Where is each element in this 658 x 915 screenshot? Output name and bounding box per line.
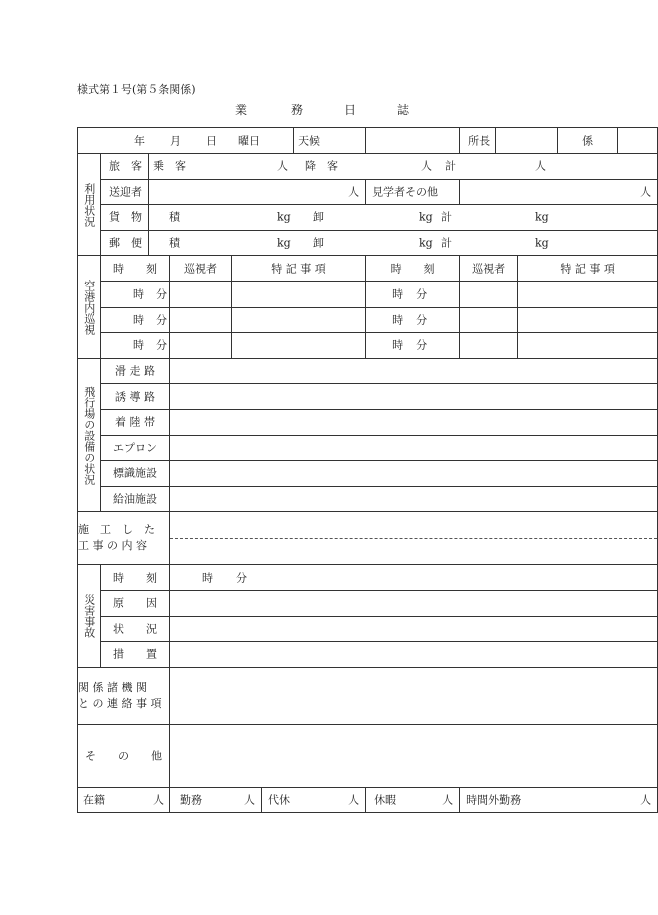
facility-label: 誘 導 路 [115,390,155,404]
minute-label: 分 [156,338,167,352]
business-log-form [77,127,658,813]
disaster-section-label: 災害事故 [82,594,96,638]
vacation-label: 休暇 [374,793,397,807]
year-label: 年 [134,134,145,147]
patrol-time-header-2 [366,256,460,282]
mail-weights[interactable] [149,230,658,256]
disaster-time-input[interactable] [170,565,658,591]
patrol-inspector-input[interactable] [170,281,232,307]
facility-label-cell [101,486,170,512]
weather-label: 天候 [298,134,321,147]
hour-label: 時 [133,313,144,327]
alighting-unit: 人 [421,159,432,173]
cargo-total-label: 計 [441,210,452,224]
patrol-time-input-2[interactable] [366,333,460,359]
day-label: 日 [206,134,217,147]
director-seal[interactable] [496,128,558,154]
disaster-cause-label: 原 因 [113,596,157,610]
total-label: 計 [445,159,456,173]
patrol-inspector-input-2[interactable] [460,307,518,333]
overtime-unit: 人 [640,793,652,807]
form-label: 様式第１号(第５条関係) [77,83,196,96]
disaster-time-label-cell [101,565,170,591]
facility-section-header [78,358,101,512]
on-duty-unit: 人 [244,793,255,807]
overtime-label: 時間外勤務 [466,793,522,807]
facility-status-input[interactable] [170,435,658,461]
patrol-time-header-label: 時 刻 [390,262,435,276]
minute-label: 分 [416,287,428,301]
patrol-notes-input[interactable] [232,333,366,359]
comp-leave-unit: 人 [348,793,360,807]
patrol-notes-input[interactable] [232,307,366,333]
disaster-status-label: 状 況 [113,622,157,636]
vacation-unit: 人 [442,793,454,807]
disaster-measures-label: 措 置 [113,647,157,661]
liaison-content-input[interactable] [170,667,658,724]
patrol-notes-header-label: 特 記 事 項 [560,262,615,276]
cargo-total-unit: kg [535,210,549,224]
passenger-label-cell [101,154,149,180]
cargo-unload-unit: kg [419,210,433,224]
disaster-section-header [78,565,101,667]
enrolled-unit: 人 [153,793,164,807]
mail-total-unit: kg [535,236,549,250]
liaison-label-line1: 関 係 諸 機 関 [78,680,147,694]
patrol-inspector-header-2 [460,256,518,282]
facility-status-input[interactable] [170,486,658,512]
staff-label-cell [558,128,618,154]
patrol-inspector-input[interactable] [170,307,232,333]
other-content-input[interactable] [170,724,658,787]
disaster-label-cell [101,642,170,668]
on-duty-label: 勤務 [180,793,202,807]
date-cell[interactable] [78,128,294,154]
hour-label: 時 [392,313,404,327]
cargo-load-label: 積 [169,210,180,224]
patrol-notes-input-2[interactable] [518,307,658,333]
patrol-time-input[interactable] [101,281,170,307]
disaster-cause-input[interactable] [170,590,658,616]
minute-label: 分 [236,571,247,585]
facility-label: 着 陸 帯 [115,415,155,429]
cargo-label-cell [101,205,149,231]
vacation-count[interactable] [366,787,460,813]
greeter-unit: 人 [348,185,360,199]
weekday-label: 曜日 [238,134,260,147]
construction-label-line1: 施 工 し た [78,523,155,537]
comp-leave-label: 代休 [268,793,290,807]
facility-section-label: 飛行場の設備の状況 [82,385,96,485]
facility-status-input[interactable] [170,409,658,435]
hour-label: 時 [133,338,144,352]
minute-label: 分 [416,313,428,327]
disaster-measures-input[interactable] [170,642,658,668]
construction-content-input[interactable] [170,512,658,565]
boarding-label: 乗 客 [153,159,186,173]
facility-label-cell [101,384,170,410]
construction-label-cell [78,512,170,565]
minute-label: 分 [416,338,428,352]
mail-label: 郵 便 [109,236,142,250]
enrolled-label: 在籍 [83,793,105,807]
mail-label-cell [101,230,149,256]
weather-input[interactable] [366,128,460,154]
patrol-notes-header-2 [518,256,658,282]
facility-label-cell [101,435,170,461]
hour-label: 時 [392,287,404,301]
other-label-cell [78,724,170,787]
patrol-notes-header [232,256,366,282]
facility-label-cell [101,461,170,487]
patrol-inspector-header-label: 巡視者 [472,262,506,276]
facility-label: 給油施設 [113,492,157,506]
liaison-label-line2: と の 連 絡 事 項 [78,696,162,710]
facility-status-input[interactable] [170,358,658,384]
director-label: 所長 [468,134,491,147]
weather-label-cell [294,128,366,154]
cargo-unload-label: 卸 [313,210,324,224]
patrol-time-header [101,256,170,282]
title-char: 誌 [397,103,410,117]
dashed-divider [170,538,657,539]
facility-label: 標識施設 [113,466,157,480]
director-label-cell [460,128,496,154]
minute-label: 分 [156,287,167,301]
boarding-unit: 人 [277,159,288,173]
patrol-inspector-input[interactable] [170,333,232,359]
cargo-load-unit: kg [277,210,291,224]
disaster-label-cell [101,616,170,642]
on-duty-count[interactable] [170,787,262,813]
mail-unload-unit: kg [419,236,433,250]
disaster-time-label: 時 刻 [113,571,157,585]
facility-status-input[interactable] [170,384,658,410]
hour-label: 時 [133,287,144,301]
alighting-label: 降 客 [305,159,338,173]
month-label: 月 [170,134,181,147]
facility-label-cell [101,358,170,384]
patrol-notes-input-2[interactable] [518,333,658,359]
other-label: そ の 他 [85,749,162,763]
comp-leave-count[interactable] [262,787,366,813]
enrolled-count[interactable] [78,787,170,813]
facility-label: 滑 走 路 [115,364,155,378]
page-title [0,104,630,118]
visitor-count[interactable] [460,179,658,205]
mail-load-label: 積 [169,236,180,250]
staff-seal[interactable] [618,128,658,154]
patrol-inspector-input-2[interactable] [460,333,518,359]
greeter-label: 送迎者 [109,185,142,199]
patrol-time-input[interactable] [101,333,170,359]
visitor-unit: 人 [640,185,652,199]
usage-section-label: 利用状況 [82,182,96,227]
disaster-label-cell [101,590,170,616]
visitor-label-cell [366,179,460,205]
facility-label: エプロン [113,441,157,455]
title-char: 務 [291,103,304,117]
facility-label-cell [101,409,170,435]
patrol-inspector-header-label: 巡視者 [184,262,217,276]
visitor-label: 見学者その他 [372,185,439,199]
greeter-label-cell [101,179,149,205]
patrol-notes-input[interactable] [232,281,366,307]
patrol-inspector-header [170,256,232,282]
usage-section-header [78,154,101,256]
mail-total-label: 計 [441,236,452,250]
cargo-label: 貨 物 [109,210,142,224]
mail-load-unit: kg [277,236,291,250]
title-char: 業 [235,103,248,117]
patrol-section-label: 空港内巡視 [82,279,96,335]
hour-label: 時 [202,571,213,585]
greeter-count[interactable] [149,179,366,205]
mail-unload-label: 卸 [313,236,324,250]
patrol-notes-input-2[interactable] [518,281,658,307]
minute-label: 分 [156,313,167,327]
disaster-status-input[interactable] [170,616,658,642]
construction-label-line2: 工 事 の 内 容 [78,539,147,553]
patrol-time-input[interactable] [101,307,170,333]
total-unit: 人 [535,159,546,173]
patrol-inspector-input-2[interactable] [460,281,518,307]
passenger-label: 旅 客 [109,159,142,173]
cargo-weights[interactable] [149,205,658,231]
title-char: 日 [344,103,357,117]
facility-status-input[interactable] [170,461,658,487]
staff-label: 係 [582,134,594,147]
passenger-counts[interactable] [149,154,658,180]
liaison-label-cell [78,667,170,724]
patrol-section-header [78,256,101,358]
hour-label: 時 [392,338,404,352]
overtime-count[interactable] [460,787,658,813]
patrol-time-input-2[interactable] [366,281,460,307]
patrol-time-header-label: 時 刻 [113,262,157,276]
patrol-time-input-2[interactable] [366,307,460,333]
patrol-notes-header-label: 特 記 事 項 [271,262,326,276]
